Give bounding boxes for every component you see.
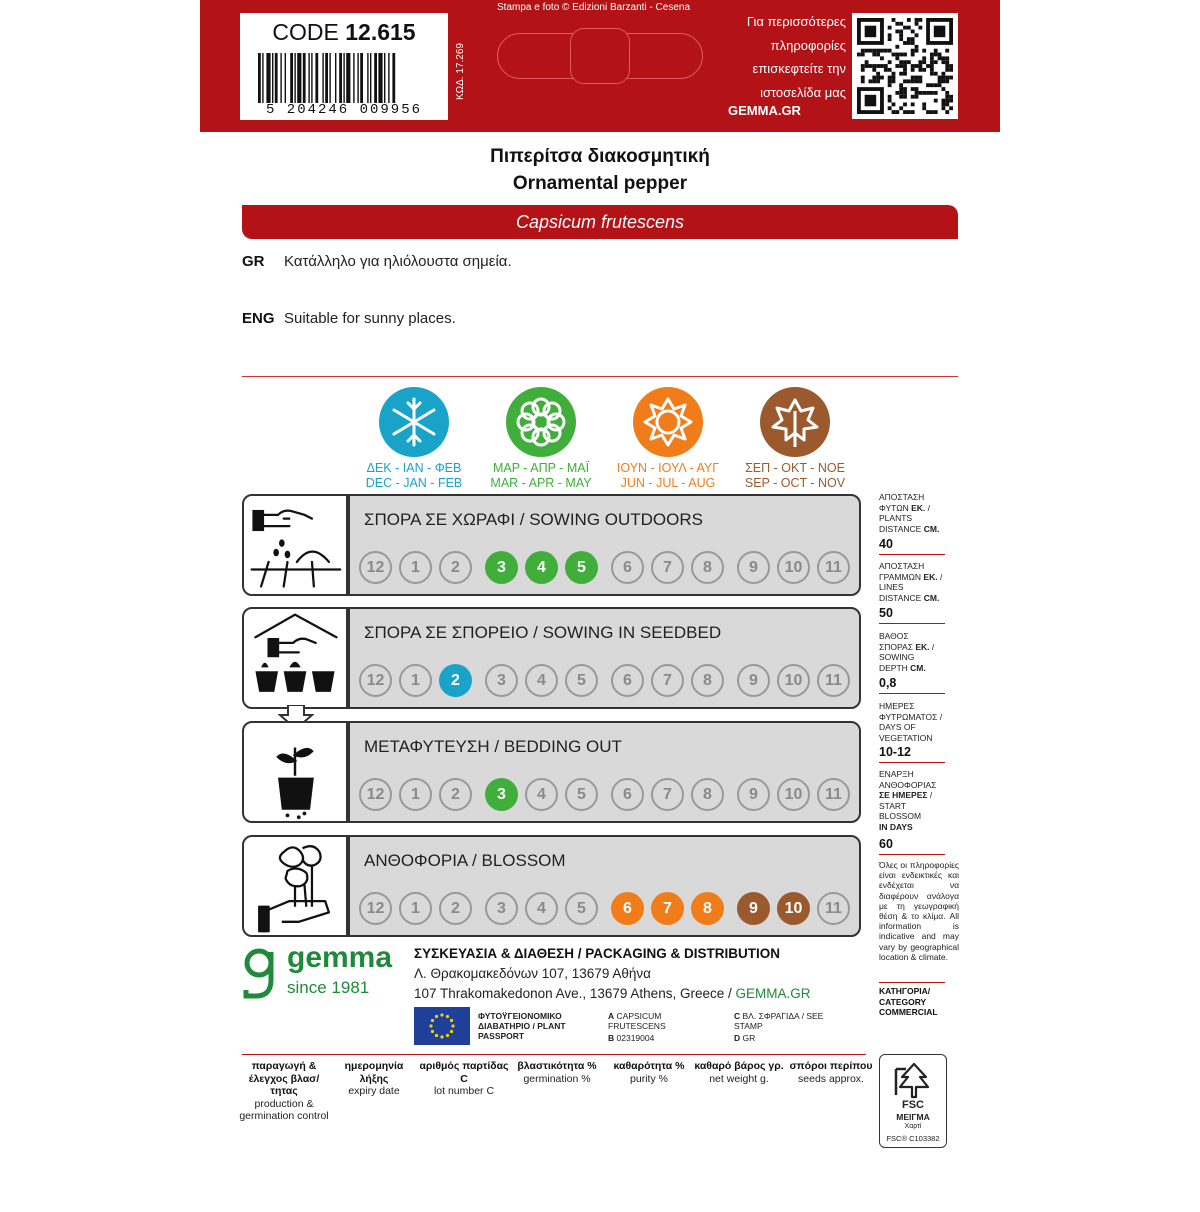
fsc-mix: ΜΕΙΓΜΑ (896, 1112, 930, 1122)
brand-name: gemma (287, 941, 393, 974)
season-label (730, 461, 860, 491)
sowing-seedbed-icon (244, 609, 346, 707)
leaf-icon (760, 387, 830, 457)
lang-tag-en: ENG (242, 310, 275, 327)
gemma-logo-icon (242, 946, 278, 1002)
month-marker: 10 (777, 778, 810, 811)
flower-icon (506, 387, 576, 457)
month-marker: 1 (399, 892, 432, 925)
season-label-gr: ΣΕΠ - ΟΚΤ - ΝΟΕ (745, 461, 845, 475)
month-marker: 8 (691, 778, 724, 811)
info-line: επισκεφτείτε την (752, 61, 846, 76)
month-marker-active: 10 (777, 892, 810, 925)
month-marker: 7 (651, 551, 684, 584)
month-marker: 8 (691, 551, 724, 584)
month-marker: 9 (737, 664, 770, 697)
stat-value: 50 (879, 606, 893, 620)
printer-credit: Stampa e foto © Edizioni Barzanti - Cesena (497, 2, 691, 13)
month-marker: 8 (691, 664, 724, 697)
info-column (604, 1060, 694, 1085)
schedule-row-title: ΑΝΘΟΦΟΡΙΑ / BLOSSOM (364, 851, 566, 870)
month-marker: 5 (565, 892, 598, 925)
schedule-row (348, 607, 861, 709)
schedule-row-title: ΣΠΟΡΑ ΣΕ ΣΠΟΡΕΙΟ / SOWING IN SEEDBED (364, 623, 722, 642)
divider (879, 693, 945, 694)
divider (242, 1054, 866, 1055)
month-marker: 4 (525, 664, 558, 697)
stat-value: 40 (879, 537, 893, 551)
season-label (349, 461, 479, 491)
info-column (419, 1060, 509, 1098)
stat-label: ΑΠΟΣΤΑΣΗ ΦΥΤΩΝ ΕΚ. / PLANTS DISTANCE CM. (879, 492, 940, 534)
month-marker: 12 (359, 551, 392, 584)
month-marker: 6 (611, 664, 644, 697)
fsc-label: FSC (902, 1099, 924, 1111)
info-line: πληροφορίες (770, 37, 846, 53)
category-value: COMMERCIAL (879, 1007, 938, 1017)
season-label-en: JUN - JUL - AUG (620, 476, 716, 490)
month-marker: 3 (485, 664, 518, 697)
row-icon-box (242, 835, 348, 937)
info-column (512, 1060, 602, 1085)
stat-label: ΕΝΑΡΞΗ ΑΝΘΟΦΟΡΙΑΣ ΣΕ ΗΜΕΡΕΣ / START BLOSSOM IN DAYS (879, 769, 937, 832)
month-marker: 7 (651, 664, 684, 697)
month-marker-active: 9 (737, 892, 770, 925)
info-column-en: germination % (523, 1072, 591, 1085)
category-label: ΚΑΤΗΓΟΡΙΑ/ CATEGORY (879, 986, 931, 1007)
description-gr: Κατάλληλο για ηλιόλουστα σημεία. (284, 253, 512, 270)
passport-c: C ΒΛ. ΣΦΡΑΓΙΔΑ / SEE STAMP (734, 1011, 824, 1031)
fsc-badge (879, 1054, 947, 1148)
month-marker: 1 (399, 664, 432, 697)
info-column (329, 1060, 419, 1098)
schedule-row (348, 721, 861, 823)
hang-slot-tab (570, 28, 630, 84)
blossom-icon (244, 837, 346, 935)
stat-label: ΗΜΕΡΕΣ ΦΥΤΡΩΜΑΤΟΣ / DAYS OF VEGETATION (879, 701, 943, 743)
month-marker-active: 2 (439, 664, 472, 697)
month-marker: 3 (485, 892, 518, 925)
info-column-gr: αριθμός παρτίδας C (419, 1060, 509, 1085)
website-link[interactable]: GEMMA.GR (735, 986, 811, 1001)
season-label (476, 461, 606, 491)
schedule-row-title: ΜΕΤΑΦΥΤΕΥΣΗ / BEDDING OUT (364, 737, 622, 756)
fsc-tree-icon (892, 1061, 936, 1099)
month-marker: 4 (525, 778, 558, 811)
info-line: ιστοσελίδα μας (760, 84, 846, 100)
info-column-en: lot number C (433, 1085, 495, 1097)
info-column-gr: παραγωγή & έλεγχος βλασ/τητας (248, 1060, 320, 1097)
stat-value: 10-12 (879, 745, 911, 759)
month-marker: 11 (817, 664, 850, 697)
stat-label: ΑΠΟΣΤΑΣΗ ΓΡΑΜΜΩΝ ΕΚ. / LINES DISTANCE CM. (879, 561, 943, 603)
brand-since: since 1981 (287, 978, 370, 997)
eu-flag-icon (414, 1007, 470, 1045)
season-label-en: SEP - OCT - NOV (744, 476, 846, 490)
info-column-gr: καθαρό βάρος γρ. (694, 1060, 784, 1072)
lang-tag-gr: GR (242, 253, 265, 270)
passport-a: A CAPSICUM FRUTESCENS (608, 1011, 666, 1031)
month-marker: 11 (817, 892, 850, 925)
barcode-icon (258, 53, 436, 103)
schedule-row-title: ΣΠΟΡΑ ΣΕ ΧΩΡΑΦΙ / SOWING OUTDOORS (364, 510, 703, 529)
sun-icon (633, 387, 703, 457)
latin-name: Capsicum frutescens (515, 212, 685, 232)
month-marker: 1 (399, 778, 432, 811)
divider (879, 623, 945, 624)
schedule-row (348, 835, 861, 937)
passport-title: ΦΥΤΟΫΓΕΙΟΝΟΜΙΚΟ ΔΙΑΒΑΤΗΡΙΟ / PLANT PASSPORT (478, 1011, 566, 1041)
address-gr: Λ. Θρακομακεδόνων 107, 13679 Αθήνα (414, 966, 651, 981)
info-text (728, 10, 846, 104)
kod-number: ΚΩΔ. 17.269 (455, 43, 466, 100)
month-marker: 1 (399, 551, 432, 584)
info-column-en: seeds approx. (798, 1072, 864, 1085)
season-label-gr: ΙΟΥΝ - ΙΟΥΛ - ΑΥΓ (616, 461, 720, 475)
month-marker: 9 (737, 778, 770, 811)
info-column-gr: καθαρότητα % (613, 1060, 685, 1072)
info-column-en: purity % (630, 1072, 668, 1085)
month-marker: 12 (359, 778, 392, 811)
month-marker: 6 (611, 551, 644, 584)
snowflake-icon (379, 387, 449, 457)
divider (879, 854, 945, 855)
passport-b: B 02319004 (608, 1033, 655, 1043)
month-marker: 4 (525, 892, 558, 925)
month-marker: 7 (651, 778, 684, 811)
month-marker: 12 (359, 664, 392, 697)
month-marker: 12 (359, 892, 392, 925)
row-icon-box (242, 721, 348, 823)
month-marker: 6 (611, 778, 644, 811)
info-column-gr: βλαστικότητα % (517, 1060, 597, 1072)
barcode-number: 5 204246 009956 (265, 102, 423, 118)
month-marker-active: 6 (611, 892, 644, 925)
barcode-label (240, 13, 448, 120)
month-marker: 9 (737, 551, 770, 584)
bedding-out-icon (244, 723, 346, 821)
website-link[interactable]: GEMMA.GR (728, 103, 801, 118)
month-marker-active: 3 (485, 551, 518, 584)
info-line: Για περισσότερες (746, 14, 846, 29)
divider (879, 982, 945, 983)
stat-value: 60 (879, 837, 893, 851)
fsc-code: FSC® C103382 (886, 1134, 940, 1143)
month-marker: 10 (777, 551, 810, 584)
info-column (694, 1060, 784, 1085)
month-marker-active: 7 (651, 892, 684, 925)
info-column (239, 1060, 329, 1123)
info-column-en: net weight g. (709, 1072, 769, 1085)
month-marker-active: 3 (485, 778, 518, 811)
month-marker: 2 (439, 551, 472, 584)
passport-d: D GR (734, 1033, 756, 1043)
month-marker: 5 (565, 664, 598, 697)
month-marker: 5 (565, 778, 598, 811)
packaging-title: ΣΥΣΚΕΥΑΣΙΑ & ΔΙΑΘΕΣΗ / PACKAGING & DISTRIBUTION (414, 946, 781, 961)
month-marker: 2 (439, 778, 472, 811)
product-code: CODE 12.615 (272, 19, 416, 45)
info-column-gr: ημερομηνία λήξης (344, 1060, 404, 1085)
qr-code-icon[interactable] (852, 13, 958, 119)
month-marker-active: 4 (525, 551, 558, 584)
address-en: 107 Thrakomakedonon Ave., 13679 Athens, Greece / GEMMA.GR (414, 986, 811, 1001)
season-label-gr: ΔΕΚ - ΙΑΝ - ΦΕΒ (366, 461, 462, 475)
season-label-en: DEC - JAN - FEB (365, 476, 463, 490)
product-name-en: Ornamental pepper (512, 173, 688, 194)
row-icon-box (242, 494, 348, 596)
latin-name-bar (242, 205, 958, 239)
plant-passport (414, 1007, 856, 1045)
season-label-en: MAR - APR - MAY (490, 476, 592, 490)
month-marker: 11 (817, 551, 850, 584)
sowing-outdoors-icon (244, 496, 346, 594)
description-en: Suitable for sunny places. (284, 310, 456, 327)
info-column-gr: σπόροι περίπου (789, 1060, 873, 1072)
month-marker-active: 5 (565, 551, 598, 584)
month-marker-active: 8 (691, 892, 724, 925)
row-icon-box (242, 607, 348, 709)
month-marker: 10 (777, 664, 810, 697)
stat-value: 0,8 (879, 676, 897, 690)
product-name-gr: Πιπερίτσα διακοσμητική (490, 146, 710, 167)
fsc-paper: Χαρτί (904, 1123, 922, 1130)
divider (242, 376, 958, 377)
season-label (603, 461, 733, 491)
info-column (786, 1060, 876, 1085)
divider (879, 554, 945, 555)
month-marker: 2 (439, 892, 472, 925)
disclaimer: Όλες οι πληροφορίες είναι ενδεικτικές και ενδέχεται να διαφέρουν ανάλογα με τη γεωγραφική θέση & το κλίμα. All information is indicative and may vary by geographical location & climate. (879, 860, 959, 962)
season-label-gr: ΜΑΡ - ΑΠΡ - ΜΑΪ (492, 461, 590, 475)
info-column-en: production & germination control (239, 1097, 329, 1122)
schedule-row (348, 494, 861, 596)
stat-label: ΒΑΘΟΣ ΣΠΟΡΑΣ ΕΚ. / SOWING DEPTH CM. (879, 631, 935, 673)
month-marker: 11 (817, 778, 850, 811)
divider (879, 762, 945, 763)
info-column-en: expiry date (348, 1085, 400, 1097)
